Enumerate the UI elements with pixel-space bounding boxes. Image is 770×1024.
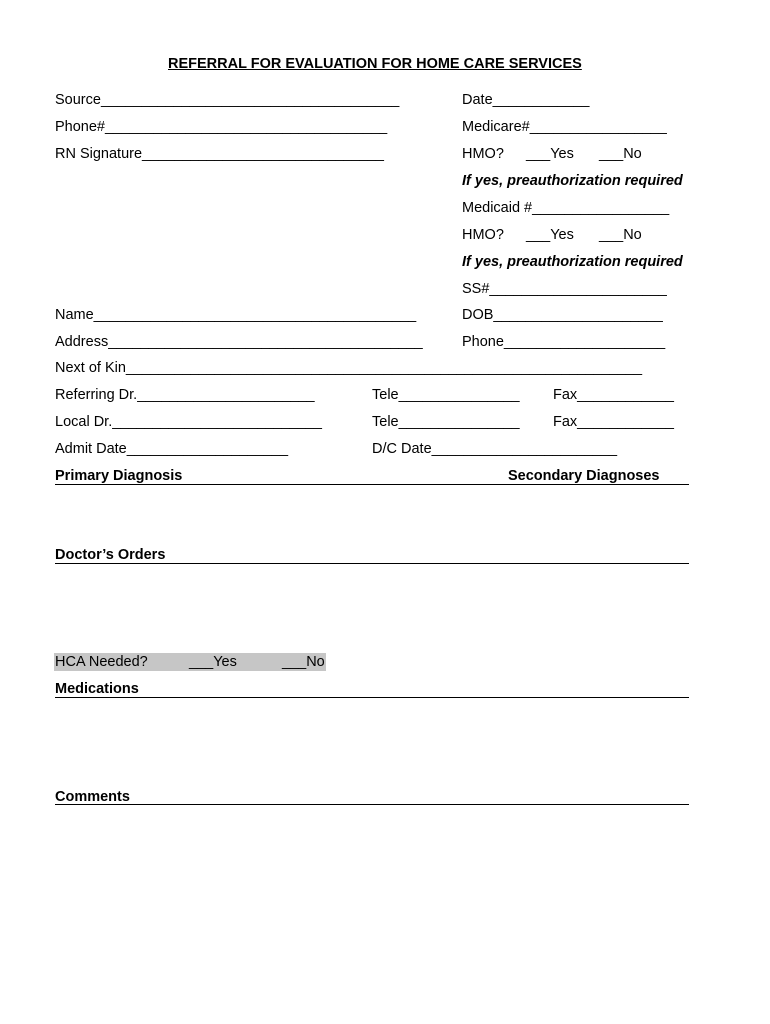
- hmo-yes-option-2[interactable]: ___Yes: [526, 227, 574, 243]
- preauth-note-1: If yes, preauthorization required: [462, 173, 683, 189]
- preauth-note-2: If yes, preauthorization required: [462, 254, 683, 270]
- diagnosis-rule[interactable]: [55, 484, 689, 485]
- admit-date-field[interactable]: Admit Date____________________: [55, 441, 289, 457]
- hmo-no-option-2[interactable]: ___No: [599, 227, 642, 243]
- doctors-orders-rule[interactable]: [55, 563, 689, 564]
- referring-fax-field[interactable]: Fax____________: [553, 387, 674, 403]
- name-field[interactable]: Name________________________________________: [55, 307, 417, 323]
- dob-field[interactable]: DOB_____________________: [462, 307, 663, 323]
- hmo-label-2: HMO?: [462, 227, 504, 243]
- phone-field[interactable]: Phone#___________________________________: [55, 119, 388, 135]
- primary-diagnosis-label: Primary Diagnosis: [55, 468, 183, 484]
- hca-needed-label: HCA Needed?: [55, 654, 148, 670]
- patient-phone-field[interactable]: Phone____________________: [462, 334, 666, 350]
- medicaid-field[interactable]: Medicaid #_________________: [462, 200, 670, 216]
- ss-field[interactable]: SS#______________________: [462, 281, 667, 297]
- comments-rule[interactable]: [55, 804, 689, 805]
- comments-label: Comments: [55, 789, 130, 805]
- doctors-orders-label: Doctor’s Orders: [55, 547, 166, 563]
- hmo-yes-option-1[interactable]: ___Yes: [526, 146, 574, 162]
- referring-dr-field[interactable]: Referring Dr.______________________: [55, 387, 315, 403]
- hmo-no-option-1[interactable]: ___No: [599, 146, 642, 162]
- local-dr-field[interactable]: Local Dr.__________________________: [55, 414, 322, 430]
- address-field[interactable]: Address_______________________________________: [55, 334, 423, 350]
- secondary-diagnoses-label: Secondary Diagnoses: [508, 468, 660, 484]
- source-field[interactable]: Source_____________________________________: [55, 92, 400, 108]
- referring-tele-field[interactable]: Tele_______________: [372, 387, 520, 403]
- form-title: REFERRAL FOR EVALUATION FOR HOME CARE SERVICES: [168, 56, 582, 72]
- local-fax-field[interactable]: Fax____________: [553, 414, 674, 430]
- hca-no-option[interactable]: ___No: [282, 654, 325, 670]
- medications-rule[interactable]: [55, 697, 689, 698]
- hca-yes-option[interactable]: ___Yes: [189, 654, 237, 670]
- dc-date-field[interactable]: D/C Date_______________________: [372, 441, 618, 457]
- rn-signature-field[interactable]: RN Signature______________________________: [55, 146, 384, 162]
- medicare-field[interactable]: Medicare#_________________: [462, 119, 667, 135]
- hmo-label-1: HMO?: [462, 146, 504, 162]
- date-field[interactable]: Date____________: [462, 92, 590, 108]
- medications-label: Medications: [55, 681, 139, 697]
- next-of-kin-field[interactable]: Next of Kin________________________________________________________________: [55, 360, 643, 376]
- local-tele-field[interactable]: Tele_______________: [372, 414, 520, 430]
